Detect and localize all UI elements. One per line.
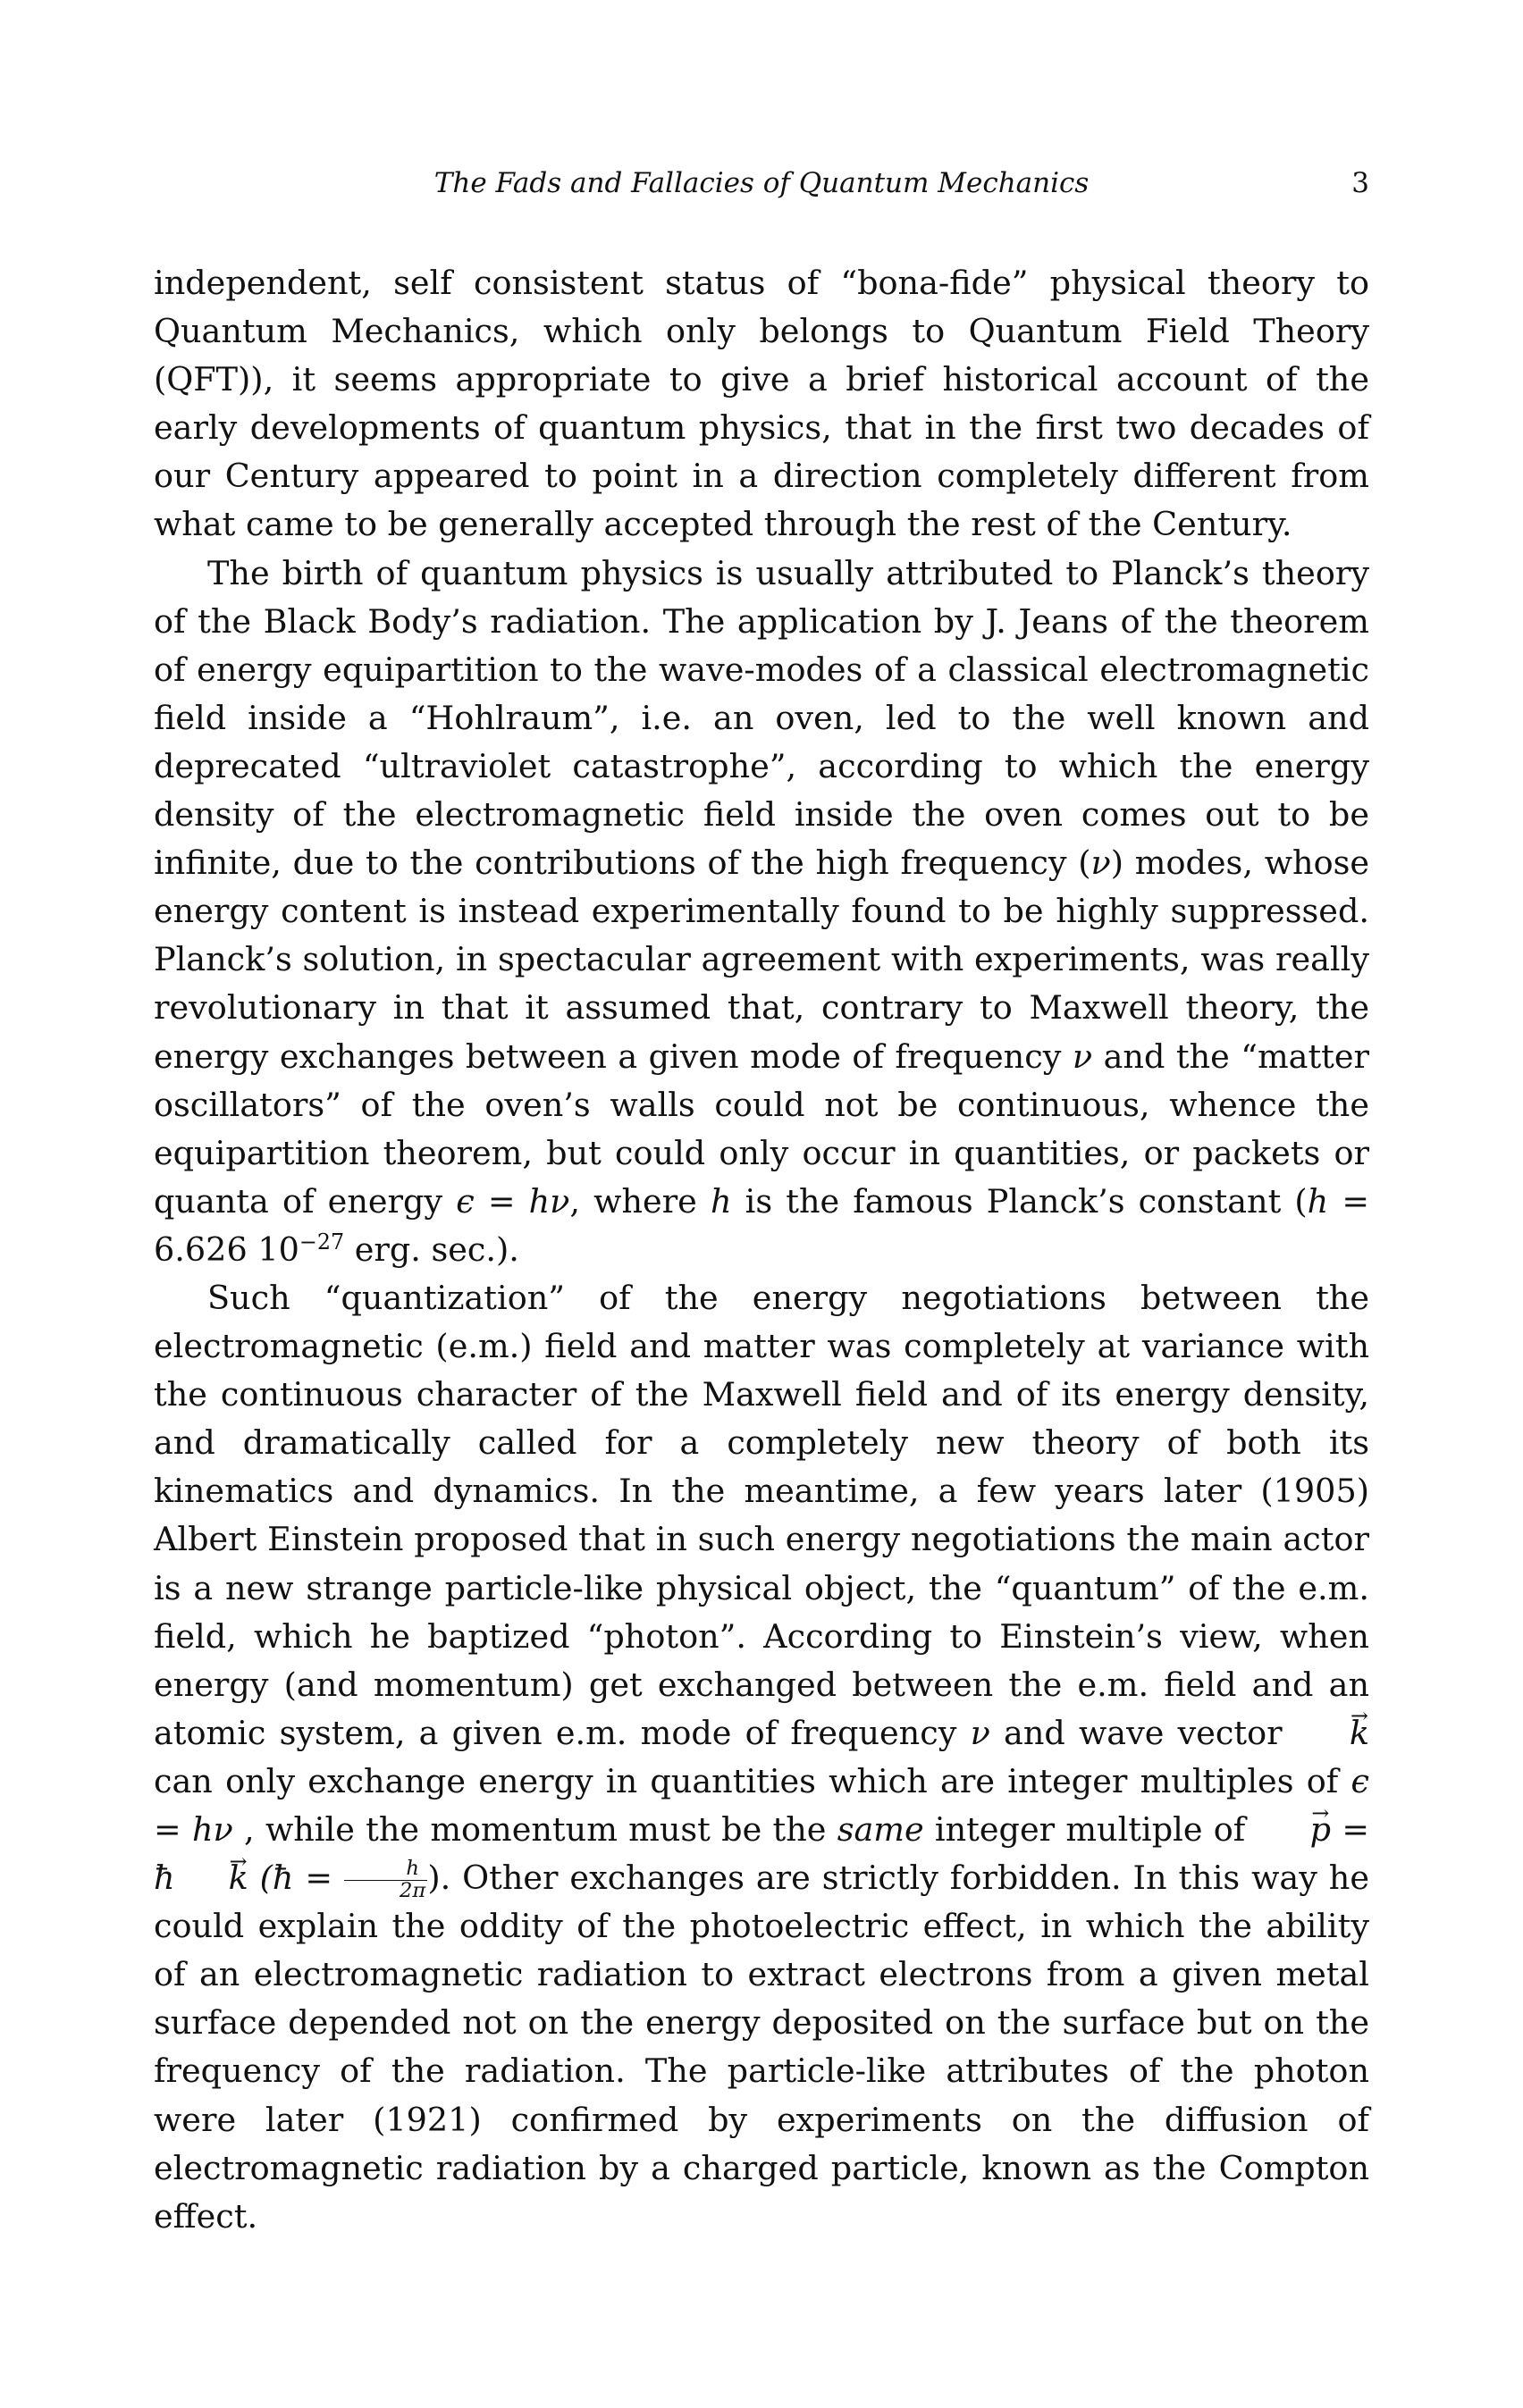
text-run: is the famous Planck’s constant ( [731, 1181, 1308, 1221]
math-close: ). [427, 1858, 451, 1898]
math-energy-quantum: ϵ = hν [456, 1181, 570, 1221]
math-hbar: = ħ [154, 1810, 1369, 1898]
running-title: The Fads and Fallacies of Quantum Mechanics [433, 167, 1090, 199]
math-h: h [710, 1181, 732, 1221]
math-nu: ν [1090, 843, 1111, 883]
math-energy-quantum: ϵ = hν [154, 1761, 1369, 1849]
paragraph-text: independent, self consistent status of “bona-fide” physical theory to Quantum Mechanics, which only belongs to Quantum Field Theory (QFT)), it seems appropriate to give a brief historical account of the early developments of quantum physics, that in the first two decades of our Century appeared to point in a direction completely different from what came to be generally accepted through the rest of the Century. [154, 264, 1369, 544]
fraction-numerator: h [344, 1858, 427, 1881]
emphasis-same: same [837, 1810, 924, 1849]
math-nu: ν [1072, 1036, 1093, 1076]
text-run: erg. sec.). [344, 1229, 519, 1269]
math-h: h [1307, 1181, 1329, 1221]
text-run: ) modes, whose energy content is instead experimentally found to be highly suppressed. Planck’s solution, in spectacular agreement with experiments, was really revolutionary in that it assumed that, contrary to Maxwell theory, the energy exchanges between a given mode of frequency [154, 843, 1370, 1076]
math-wave-vector-k: k → [1296, 1709, 1369, 1758]
text-run: and wave vector [989, 1713, 1296, 1752]
paragraph-continuation [154, 259, 1369, 550]
fraction-h-over-2pi [344, 1858, 427, 1902]
body-text [154, 259, 1369, 2241]
planck-constant-value: = 6.626 10 [154, 1181, 1370, 1269]
planck-constant-exponent: −27 [299, 1229, 345, 1254]
text-run: , while the momentum must be the [232, 1810, 837, 1849]
text-run: Other exchanges are strictly forbidden. In this way he could explain the oddity of the photoelectric effect, in which the ability of an electromagnetic radiation to extract electrons from a given metal surface depended not on the energy deposited on the surface but on the frequency of the radiation. The particle-like attributes of the photon were later (1921) confirmed by experiments on the diffusion of electromagnetic radiation by a charged particle, known as the Compton effect. [154, 1858, 1369, 2236]
text-run: Such “quantization” of the energy negotiations between the electromagnetic (e.m.) field and matter was completely at variance with the continuous character of the Maxwell field and of its energy density, and dramatically called for a completely new theory of both its kinematics and dynamics. In the meantime, a few years later (1905) Albert Einstein proposed that in such energy negotiations the main actor is a new strange particle-like physical object, the “quantum” of the e.m. field, which he baptized “photon”. According to Einstein’s view, when energy (and momentum) get exchanged between the e.m. field and an atomic system, a given e.m. mode of frequency [154, 1278, 1369, 1752]
page-number: 3 [1351, 167, 1369, 199]
paragraph-planck [154, 550, 1369, 1274]
text-run: The birth of quantum physics is usually attributed to Planck’s theory of the Black Body’s radiation. The application by J. Jeans of the theorem of energy equipartition to the wave-modes of a classical electromagnetic field inside a “Hohlraum”, i.e. an oven, led to the well known and deprecated “ultraviolet catastrophe”, according to which the energy density of the electromagnetic field inside the oven comes out to be infinite, due to the contributions of the high frequency ( [154, 553, 1369, 883]
text-run: can only exchange energy in quantities which are integer multiples of [154, 1761, 1351, 1800]
text-run: and the “matter oscillators” of the oven’s walls could not be continuous, whence the equipartition theorem, but could only occur in quantities, or packets or quanta of energy [154, 1036, 1369, 1221]
running-head [154, 162, 1369, 205]
math-wave-vector-k: k → [175, 1854, 248, 1902]
text-run: , where [569, 1181, 711, 1221]
text-run: integer multiple of [923, 1810, 1257, 1849]
fraction-denominator: 2π [399, 1879, 426, 1903]
math-momentum-p: p → [1257, 1806, 1331, 1854]
paragraph-einstein [154, 1274, 1369, 2241]
math-hbar-def: (ħ = [248, 1858, 344, 1898]
math-nu: ν [970, 1713, 990, 1752]
